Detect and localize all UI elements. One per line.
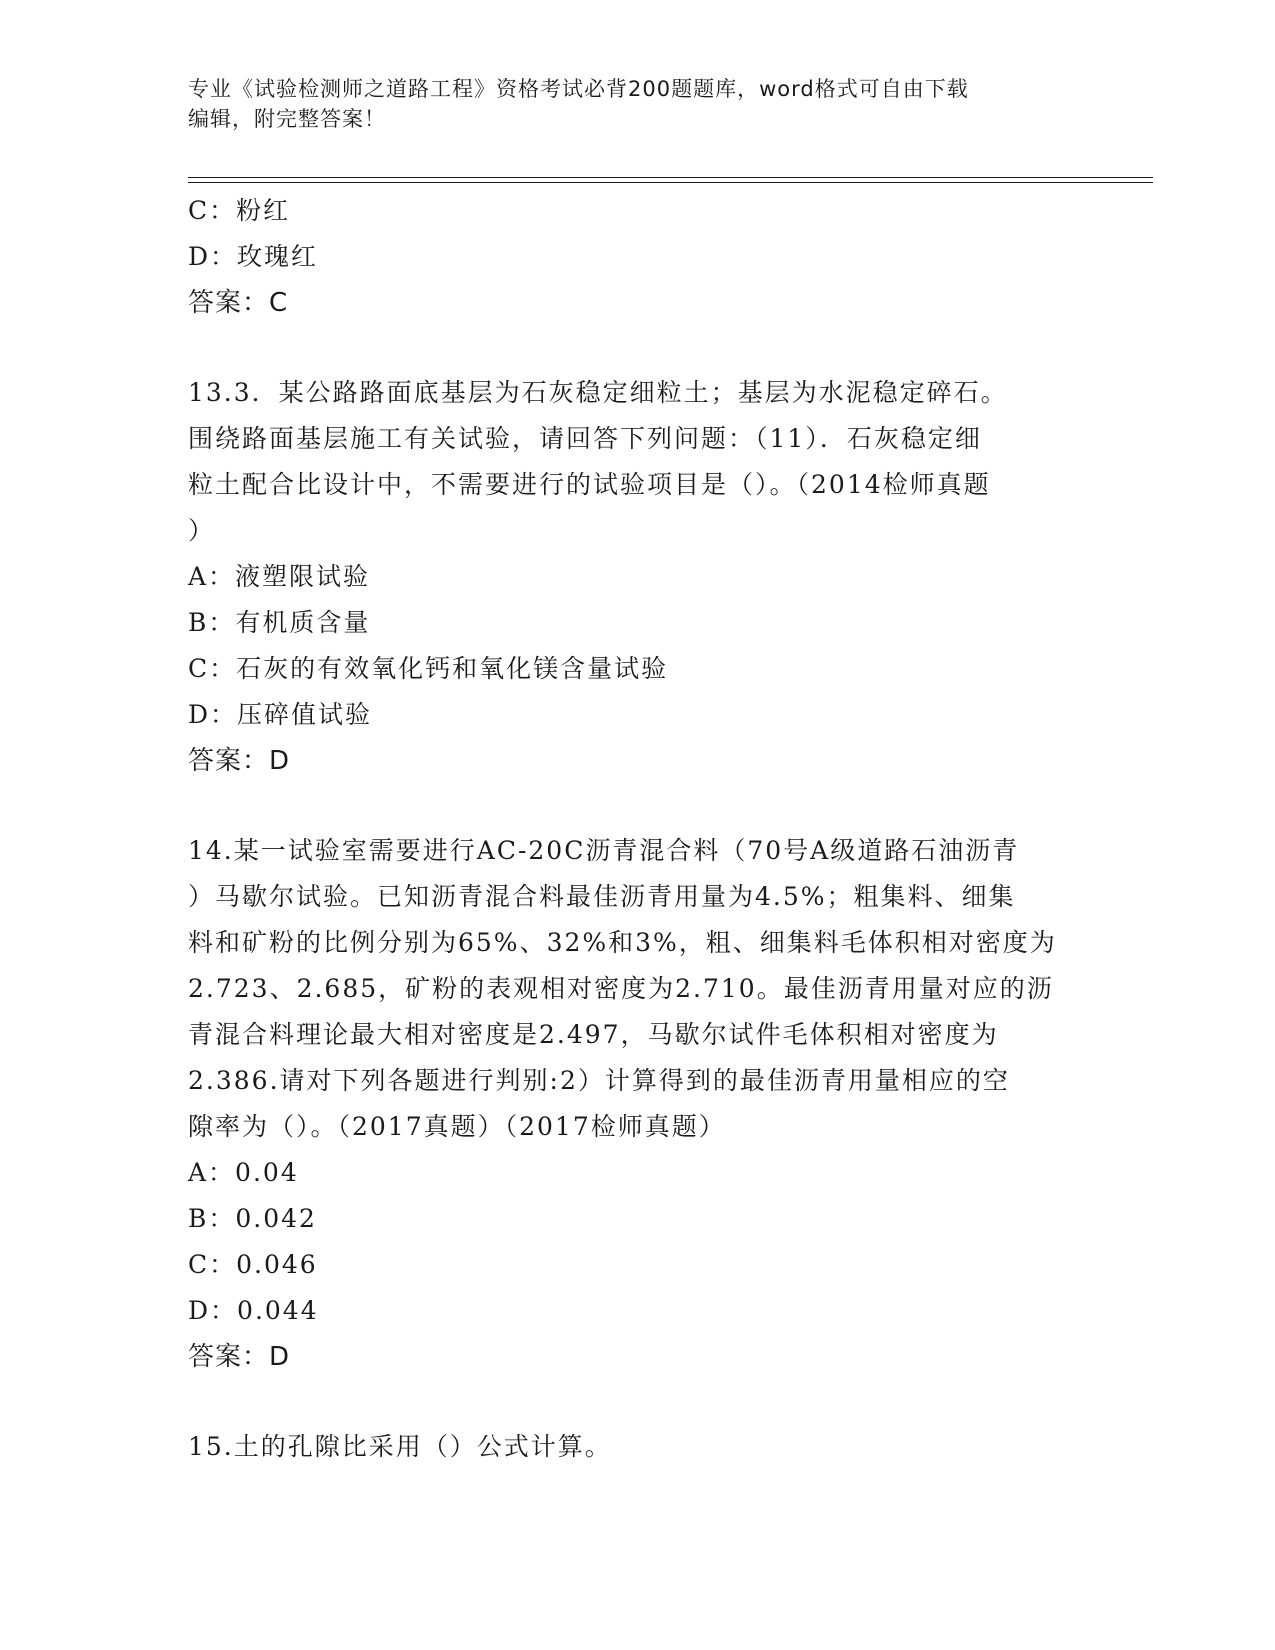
question-text-line: 料和矿粉的比例分别为65%、32%和3%，粗、细集料毛体积相对密度为 xyxy=(188,928,1057,957)
option-c: C：粉红 xyxy=(188,196,291,225)
header-divider-top xyxy=(188,177,1153,178)
option-d: D：压碎值试验 xyxy=(188,700,373,729)
question-text-line: 15.土的孔隙比采用（）公式计算。 xyxy=(188,1432,612,1461)
option-b: B：有机质含量 xyxy=(188,608,371,637)
question-text-line: 2.386.请对下列各题进行判别:2）计算得到的最佳沥青用量相应的空 xyxy=(188,1066,1010,1095)
answer-line: 答案：D xyxy=(188,746,291,776)
spacer xyxy=(188,1380,1088,1424)
option-a: A：0.04 xyxy=(188,1158,299,1187)
document-header xyxy=(188,74,1088,134)
question-14 xyxy=(188,828,1088,1380)
question-13 xyxy=(188,370,1088,784)
option-c: C：石灰的有效氧化钙和氧化镁含量试验 xyxy=(188,654,669,683)
question-text-line: 围绕路面基层施工有关试验，请回答下列问题：（11）．石灰稳定细 xyxy=(188,424,982,453)
answer-line: 答案：C xyxy=(188,288,289,318)
question-text-line: 14.某一试验室需要进行AC-20C沥青混合料（70号A级道路石油沥青 xyxy=(188,836,1020,865)
option-d: D：玫瑰红 xyxy=(188,242,319,271)
question-text-line: ）马歇尔试验。已知沥青混合料最佳沥青用量为4.5%；粗集料、细集 xyxy=(188,882,1016,911)
question-text-line: 青混合料理论最大相对密度是2.497，马歇尔试件毛体积相对密度为 xyxy=(188,1020,999,1049)
spacer xyxy=(188,784,1088,828)
header-divider-bottom xyxy=(188,182,1153,183)
question-12-tail xyxy=(188,188,1088,326)
option-a: A：液塑限试验 xyxy=(188,562,371,591)
question-text-line: 13.3．某公路路面底基层为石灰稳定细粒土；基层为水泥稳定碎石。 xyxy=(188,378,1008,407)
option-b: B：0.042 xyxy=(188,1204,317,1233)
question-content xyxy=(188,188,1088,1470)
question-text-line: 隙率为（）。（2017真题）（2017检师真题） xyxy=(188,1112,726,1141)
header-title-line-2: 编辑，附完整答案！ xyxy=(188,107,386,131)
option-d: D：0.044 xyxy=(188,1296,319,1325)
spacer xyxy=(188,326,1088,370)
answer-line: 答案：D xyxy=(188,1342,291,1372)
question-text-line: ） xyxy=(188,516,216,545)
question-text-line: 粒土配合比设计中，不需要进行的试验项目是（）。（2014检师真题 xyxy=(188,470,991,499)
question-text-line: 2.723、2.685，矿粉的表观相对密度为2.710。最佳沥青用量对应的沥 xyxy=(188,974,1054,1003)
question-15 xyxy=(188,1424,1088,1470)
header-title-line-1: 专业《试验检测师之道路工程》资格考试必背200题题库，word格式可自由下载 xyxy=(188,77,969,101)
option-c: C：0.046 xyxy=(188,1250,318,1279)
